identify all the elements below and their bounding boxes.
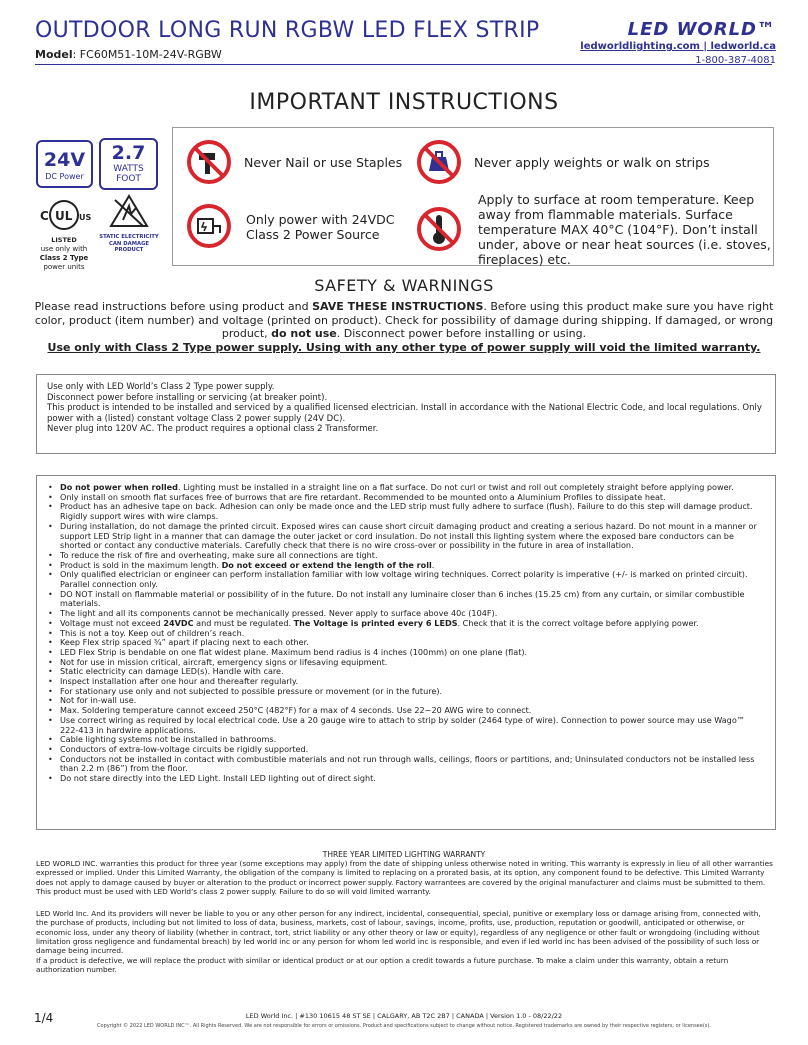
notice-line: Use only with LED World’s Class 2 Type power supply. (47, 382, 275, 392)
instruction-text: . Check that it is the correct voltage before applying power. (457, 617, 699, 628)
instruction-text: Cable lighting systems not be installed in bathrooms. (60, 734, 277, 745)
static-warning-text: STATIC ELECTRICITY CAN DAMAGE PRODUCT (99, 234, 159, 253)
instruction-item (47, 716, 765, 735)
intro-text-3: . Disconnect power before installing or using. (336, 327, 587, 340)
footer-copyright: Copyright © 2022 LED WORLD INC™. All Rights Reserved. We are not responsible for errors or omissions. Product and specifications subject to change without notice. Registered trademarks are owned by their respective registers, or licensee(s). (97, 1023, 711, 1029)
instruction-text: Inspect installation after one hour and thereafter regularly. (60, 676, 299, 687)
instruction-text: Product is sold in the maximum length. (60, 559, 222, 570)
website-links[interactable]: ledworldlighting.com | ledworld.ca (580, 41, 776, 52)
warning-text-weight: Never apply weights or walk on strips (474, 155, 710, 170)
model-value: : FC60M51-10M-24V-RGBW (72, 48, 222, 61)
notice-line: Disconnect power before installing or servicing (at breaker point). (47, 392, 328, 403)
model-label: Model (35, 48, 73, 61)
instruction-item (47, 522, 765, 551)
watt-sub2: FOOT (116, 174, 141, 184)
instruction-text: LED Flex Strip is bendable on one flat widest plane. Maximum bend radius is 4 inches (100mm) on one plane (flat). (60, 646, 528, 657)
instruction-text: . (431, 559, 435, 570)
instruction-text: During installation, do not damage the printed circuit. Exposed wires can cause short circuit damaging product and creating a serious hazard. Do not mount in a manner or support LED Strip light in a manner that can damage the outer jacket or cord insulation. Do not install this lighting system where the exposed bare conductors can be shorted or contact any conductive materials. Carefully check that there is no wire cross-over or possibility in the future in area of installation. (60, 520, 757, 551)
instruction-text: Conductors not be installed in contact with combustible materials and not run through walls, ceilings, floors or partitions, and; Uninsulated conductors not be installed less than 2.2 m (86”) from the floor. (60, 753, 755, 774)
voltage-sub: DC Power (45, 172, 84, 181)
warning-panel (172, 127, 774, 266)
warning-text-heat: Apply to surface at room temperature. Keep away from flammable materials. Surface temperature MAX 40°C (104°F). Don’t install under, above or near heat sources (i.e. stoves, fireplaces) etc. (478, 192, 771, 267)
instruction-text: and must be regulated. (193, 617, 294, 628)
instruction-text: For stationary use only and not subjected to possible pressure or movement (or in the future). (60, 685, 443, 696)
instruction-item (47, 687, 765, 697)
instruction-text: DO NOT install on flammable material or possibility of in the future. Do not install any luminaire closer than 6 inches (15.25 cm) from any curtain, or similar combustible materials. (60, 588, 745, 609)
ul-ul: UL (55, 209, 73, 223)
ul-use-line2: Class 2 Type (39, 254, 89, 262)
warranty-paragraph-1: LED WORLD INC. warranties this product for three year (some exceptions may apply) from the date of shipping unless otherwise noted in writing. This warranty is expressly in lieu of all other warranties expressed or implied. Under this Limited Warranty, the obligation of the company is limited to replacing on a prorated basis, at its option, any component found to be defective. This Limited Warranty does not apply to damage caused by buyer or alteration to the product or incorrect power supply. Factory warrantees are covered by the original manufacturer and claims must be submitted to them. This product must be used with LED World’s class 2 power supply. Failure to do so will void limited warranty. (36, 859, 773, 896)
warranty-paragraph-2: LED World Inc. And its providers will never be liable to you or any other person for any indirect, incidental, consequential, special, punitive or exemplary loss or damage arising from, connected with, the purchase of products, including but not limited to loss of data, business, markets, cost of labour, savings, income, profits, use, production, reputation or goodwill, anticipated or otherwise, or economic loss, under any theory of liability (whether in contract, tort, strict liability or any other theory or law or equity), regardless of any negligence or other fault or wrongdoing (including without limitation gross negligence and fundamental breach) by led world inc or any person for whom led world inc is responsible, and even if led world inc has been advised of the possibility of such loss or damage being incurred. (36, 909, 761, 956)
safety-intro (30, 300, 778, 341)
important-instructions-heading: IMPORTANT INSTRUCTIONS (249, 90, 559, 115)
instruction-item (47, 755, 765, 774)
brand-block (580, 20, 776, 67)
ul-c: C (40, 209, 49, 223)
instruction-text: Product has an adhesive tape on back. Adhesion can only be made once and the LED strip must fully adhere to surface (flush). Failure to do this step will damage product. Rigidly support wires with wire clamps. (60, 501, 753, 522)
power-notice-box (36, 374, 776, 454)
class2-warning: Use only with Class 2 Type power supply. Using with any other type of power supply will void the limited warranty. (47, 341, 761, 354)
voltage-badge (36, 140, 93, 188)
instruction-bold: 24VDC (163, 617, 194, 628)
ul-listed-icon (39, 198, 92, 232)
instruction-item (47, 590, 765, 609)
warranty-title: THREE YEAR LIMITED LIGHTING WARRANTY (322, 850, 486, 859)
watt-sub1: WATTS (113, 164, 144, 174)
ul-use-line3: power units (43, 263, 85, 271)
intro-text-2: . Before using this product make sure you have right color, product (item number) and voltage (printed on product). Check for possibility of damage during shipping. If damaged, or wrong product, (34, 300, 774, 340)
intro-text-1: Please read instructions before using product and (34, 300, 313, 313)
brand-logo: LED WORLD™ (627, 19, 776, 40)
warranty-paragraph-3: If a product is defective, we will replace the product with similar or identical product or at our option a credit towards a future purchase. To make a claim under this warranty, obtain a return authorization number. (36, 956, 729, 975)
instructions-box (36, 475, 776, 830)
instruction-item (47, 502, 765, 521)
footer-address: LED World Inc. | #130 10615 48 ST SE | CALGARY, AB T2C 2B7 | CANADA | Version 1.0 - 08/22/22 (245, 1012, 563, 1020)
model-number (35, 48, 222, 61)
instruction-text: . Lighting must be installed in a straight line on a flat surface. Do not curl or twist and roll out completely straight before applying power. (177, 482, 734, 492)
instruction-text: Voltage must not exceed (60, 617, 164, 628)
ul-listing (36, 198, 92, 272)
intro-bold-1: SAVE THESE INSTRUCTIONS (312, 300, 484, 313)
instruction-text: Keep Flex strip spaced ¾” apart if placing next to each other. (60, 637, 309, 648)
warning-text-nail: Never Nail or use Staples (244, 155, 403, 170)
safety-heading: SAFETY & WARNINGS (314, 276, 494, 295)
instruction-text: The light and all its components cannot be mechanically pressed. Never apply to surface above 40c (104F). (60, 608, 498, 619)
voltage-value: 24V (43, 149, 86, 171)
instruction-list (47, 483, 765, 784)
ul-us: US (79, 213, 92, 222)
instruction-text: To reduce the risk of fire and overheating, make sure all connections are tight. (60, 549, 378, 560)
instruction-text: This is not a toy. Keep out of children’s reach. (60, 627, 245, 638)
instruction-text: Use correct wiring as required by local electrical code. Use a 20 gauge wire to attach to strip by solder (2464 type of wire). Connection to power source may use Wago™ 222-413 in hardwire applications. (60, 714, 745, 735)
intro-bold-2: do not use (271, 327, 337, 340)
static-warning (99, 170, 159, 254)
warning-text-power: Only power with 24VDC Class 2 Power Source (246, 212, 395, 242)
instruction-item (47, 774, 765, 784)
power-24v-icon (186, 203, 232, 249)
instruction-bold: Do not power when rolled (60, 482, 178, 492)
no-heat-icon (416, 206, 462, 252)
instruction-text: Not for in-wall use. (60, 695, 137, 706)
notice-line: This product is intended to be installed and serviced by a qualified licensed electrician. Install in accordance with the National Electric Code, and local regulations. Only power with a (listed) constant voltage Class 2 power supply (24V DC). (47, 403, 762, 424)
static-electricity-icon (109, 194, 149, 228)
page-number: 1/4 (34, 1011, 54, 1025)
instruction-text: Only qualified electrician or engineer can perform installation familiar with low voltage wiring techniques. Correct polarity is imperative (+/- is marked on printed circuit). Parallel connection only. (60, 569, 748, 590)
ul-listed-text: LISTED (51, 236, 77, 244)
instruction-text: Only install on smooth flat surfaces free of burrows that are fire retardant. Recommended to be mounted onto a Aluminium Profiles to dissipate heat. (60, 491, 666, 502)
instruction-text: Not for use in mission critical, aircraft, emergency signs or lifesaving equipment. (60, 656, 388, 667)
notice-line: Never plug into 120V AC. The product requires a optional class 2 Transformer. (47, 424, 379, 434)
no-nail-icon (186, 139, 232, 185)
instruction-bold: The Voltage is printed every 6 LEDS (293, 617, 458, 628)
instruction-text: Conductors of extra-low-voltage circuits be rigidly supported. (60, 743, 309, 754)
instruction-text: Max. Soldering temperature cannot exceed 250°C (482°F) for a max of 4 seconds. Use 22~20 AWG wire to connect. (60, 705, 532, 716)
instruction-item (47, 570, 765, 589)
watt-value: 2.7 (111, 142, 146, 164)
instruction-text: Static electricity can damage LED(s). Handle with care. (60, 666, 284, 677)
instruction-text: Do not stare directly into the LED Light. Install LED lighting out of direct sight. (60, 773, 376, 784)
phone-number: 1-800-387-4081 (695, 55, 776, 66)
instruction-bold: Do not exceed or extend the length of the roll (221, 559, 432, 570)
page-title: OUTDOOR LONG RUN RGBW LED FLEX STRIP (35, 18, 540, 43)
no-weight-icon (416, 139, 462, 185)
ul-use-line1: use only with (40, 245, 88, 253)
